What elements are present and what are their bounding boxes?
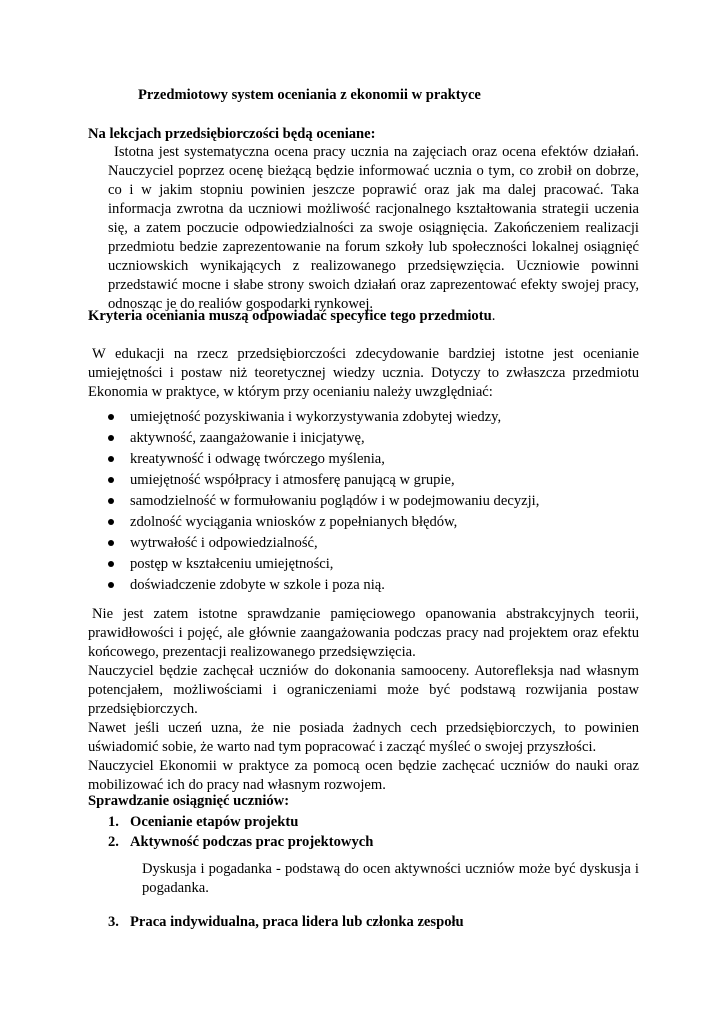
criteria-intro-text: W edukacji na rzecz przedsiębiorczości zdecydowanie bardziej istotne jest ocenianie umiejętności i postaw niż teoretycznej wiedzy ucznia. Dotyczy to zwłaszcza przedmiotu Ekonomia w praktyce, w którym przy ocenianiu należy uwzględniać: bbox=[88, 346, 639, 400]
paragraph-future: Nawet jeśli uczeń uzna, że nie posiada żadnych cech przedsiębiorczych, to powinien uświadomić sobie, że warto nad tym popracować i zacząć myśleć o swojej przyszłości. bbox=[88, 720, 639, 755]
list-item bbox=[108, 449, 539, 470]
checking-numbered-list bbox=[108, 812, 373, 852]
bullet-icon bbox=[108, 477, 114, 483]
list-item-text: umiejętność współpracy i atmosferę panującą w grupie, bbox=[130, 472, 455, 488]
list-number: 3. bbox=[108, 914, 119, 930]
list-item-text: doświadczenie zdobyte w szkole i poza nią. bbox=[130, 577, 385, 593]
list-item bbox=[108, 554, 539, 575]
list-number: 2. bbox=[108, 834, 119, 850]
list-item-text: aktywność, zaangażowanie i inicjatywę, bbox=[130, 430, 365, 446]
list-item-text: Praca indywidualna, praca lidera lub członka zespołu bbox=[130, 914, 464, 930]
paragraph-motivation: Nauczyciel Ekonomii w praktyce za pomocą ocen będzie zachęcać uczniów do nauki oraz mobilizować ich do pracy nad własnym rozwojem. bbox=[88, 758, 639, 793]
paragraph-self-assessment: Nauczyciel będzie zachęcał uczniów do dokonania samooceny. Autorefleksja nad własnym potencjałem, możliwościami i ograniczeniami może być podstawą rozwijania postaw przedsiębiorczych. bbox=[88, 663, 639, 717]
criteria-body bbox=[88, 605, 639, 795]
list-item bbox=[108, 832, 373, 852]
bullet-icon bbox=[108, 498, 114, 504]
list-item-text: wytrwałość i odpowiedzialność, bbox=[130, 535, 318, 551]
list-item-text: samodzielność w formułowaniu poglądów i w podejmowaniu decyzji, bbox=[130, 493, 540, 509]
list-item-text: umiejętność pozyskiwania i wykorzystywania zdobytej wiedzy, bbox=[130, 409, 502, 425]
discussion-note bbox=[142, 860, 639, 898]
section-heading-checking: Sprawdzanie osiągnięć uczniów: bbox=[88, 793, 290, 809]
bullet-icon bbox=[108, 414, 114, 420]
list-item-text: Aktywność podczas prac projektowych bbox=[130, 834, 374, 850]
list-number: 1. bbox=[108, 814, 119, 830]
assessment-text: Istotna jest systematyczna ocena pracy ucznia na zajęciach oraz ocena efektów działań. Nauczyciel poprzez ocenę bieżącą będzie informować ucznia o tym, co zrobił on dobrze, co i w jakim stopniu powinien jeszcze poprawić oraz jak ma dalej pracować. Taka informacja zwrotna da uczniowi możliwość racjonalnego kształtowania strategii uczenia się, a zatem poczucie odpowiedzialności za swoje osiągnięcia. Zakończeniem realizacji przedmiotu bedzie zaprezentowanie na forum szkoły lub społeczności lokalnej osiągnięć uczniowskich wynikających z realizowanego przedsięwzięcia. Uczniowie powinni przedstawić mocne i słabe strony swoich działań oraz zaprezentować efekty swojej pracy, odnosząc je do realiów gospodarki rynkowej. bbox=[108, 144, 639, 312]
list-item bbox=[108, 407, 539, 428]
section-heading-criteria bbox=[88, 307, 495, 326]
criteria-heading-suffix: . bbox=[491, 308, 496, 324]
list-item bbox=[108, 533, 539, 554]
list-item-text: postęp w kształceniu umiejętności, bbox=[130, 556, 334, 572]
list-item bbox=[108, 428, 539, 449]
bullet-icon bbox=[108, 540, 114, 546]
criteria-intro-paragraph bbox=[88, 345, 639, 402]
document-title: Przedmiotowy system oceniania z ekonomii w praktyce bbox=[138, 87, 481, 103]
bullet-icon bbox=[108, 456, 114, 462]
bullet-icon bbox=[108, 582, 114, 588]
criteria-bullet-list bbox=[108, 407, 539, 596]
list-item bbox=[108, 470, 539, 491]
list-item bbox=[108, 812, 373, 832]
discussion-note-text: Dyskusja i pogadanka - podstawą do ocen aktywności uczniów może być dyskusja i pogadanka. bbox=[142, 861, 639, 896]
paragraph-memorization: Nie jest zatem istotne sprawdzanie pamięciowego opanowania abstrakcyjnych teorii, prawidłowości i pojęć, ale głównie zaangażowania podczas pracy nad projektem oraz efektu końcowego, prezentacji realizowanego przedsięwzięcia. bbox=[88, 606, 639, 660]
bullet-icon bbox=[108, 435, 114, 441]
bullet-icon bbox=[108, 561, 114, 567]
list-item bbox=[108, 512, 539, 533]
list-item-text: Ocenianie etapów projektu bbox=[130, 814, 299, 830]
checking-numbered-list-continued bbox=[108, 912, 464, 932]
criteria-heading-text: Kryteria oceniania muszą odpowiadać specyfice tego przedmiotu bbox=[88, 308, 492, 324]
list-item bbox=[108, 491, 539, 512]
list-item-text: zdolność wyciągania wniosków z popełnianych błędów, bbox=[130, 514, 458, 530]
list-item-text: kreatywność i odwagę twórczego myślenia, bbox=[130, 451, 385, 467]
section-heading-assessment: Na lekcjach przedsiębiorczości będą oceniane: bbox=[88, 126, 376, 142]
list-item bbox=[108, 912, 464, 932]
assessment-paragraph bbox=[108, 143, 639, 314]
bullet-icon bbox=[108, 519, 114, 525]
list-item bbox=[108, 575, 539, 596]
